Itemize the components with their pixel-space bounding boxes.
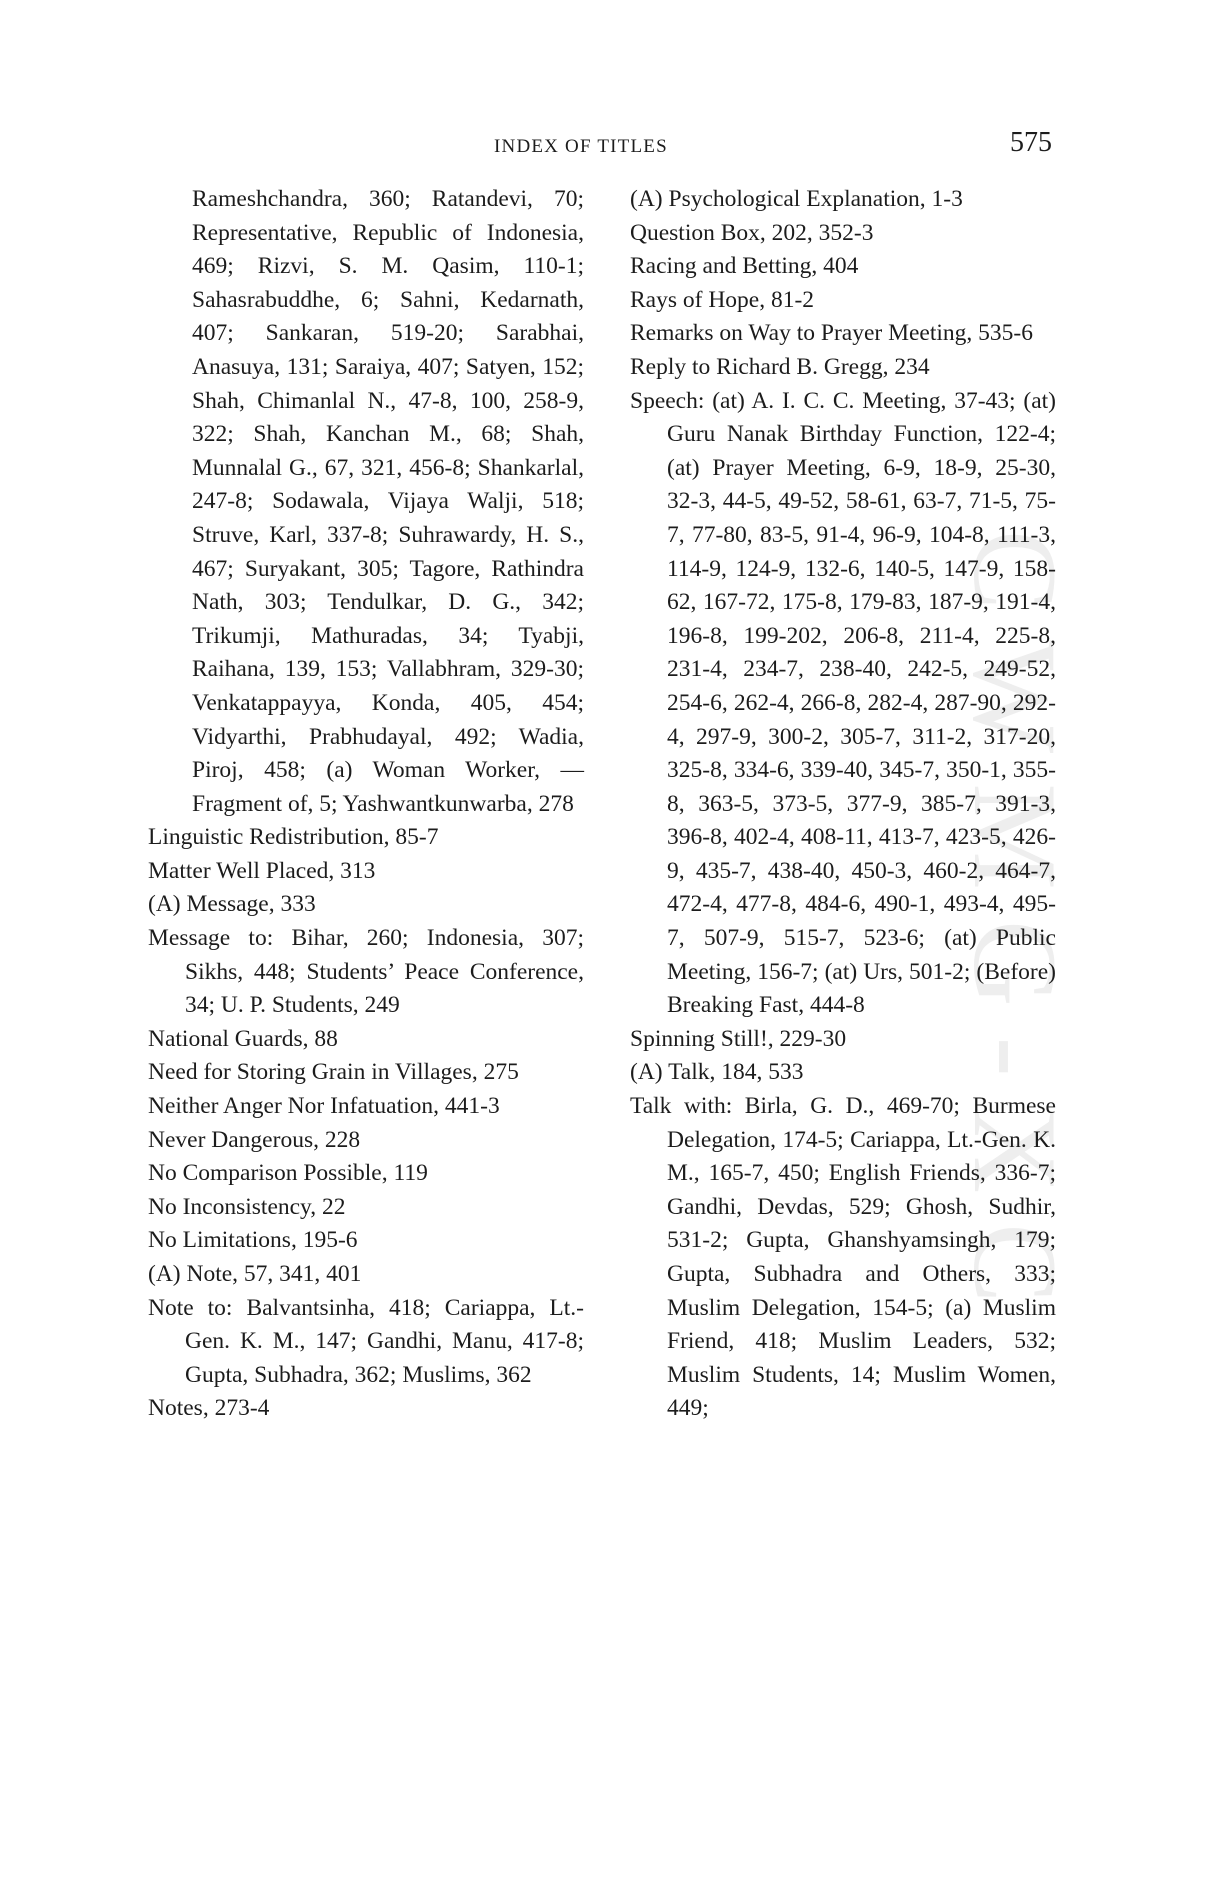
index-entry: Spinning Still!, 229-30	[630, 1025, 847, 1052]
index-entry: Reply to Richard B. Gregg, 234	[630, 353, 930, 380]
index-entry: (A) Message, 333	[148, 891, 316, 918]
index-entry: Rameshchandra, 360; Ratandevi, 70; Representative, Republic of Indonesia, 469; Rizvi, S. M. Qasim, 110-1; Sahasrabuddhe, 6; Sahni, Kedarnath, 407; Sankaran, 519-20; Sarabhai, Anasuya, 131; Saraiya, 407; Satyen, 152; Shah, Chimanlal N., 47-8, 100, 258-9, 322; Shah, Kanchan M., 68; Shah, Munnalal G., 67, 321, 456-8; Shankarlal, 247-8; Sodawala, Vijaya Walji, 518; Struve, Karl, 337-8; Suhrawardy, H. S., 467; Suryakant, 305; Tagore, Rathindra Nath, 303; Tendulkar, D. G., 342; Trikumji, Mathuradas, 34; Tyabji, Raihana, 139, 153; Vallabhram, 329-30; Venkatappayya, Konda, 405, 454; Vidyarthi, Prabhudayal, 492; Wadia, Piroj, 458; (a) Woman Worker, — Fragment of, 5; Yashwantkunwarba, 278	[192, 186, 584, 817]
index-column-right	[630, 183, 1056, 1426]
watermark: CWMG-XC	[949, 530, 1082, 1334]
index-entry: (A) Psychological Explanation, 1-3	[630, 186, 963, 212]
index-entry: Speech: (at) A. I. C. C. Meeting, 37-43; (at) Guru Nanak Birthday Function, 122-4; (at) Prayer Meeting, 6-9, 18-9, 25-30, 32-3, 44-5, 49-52, 58-61, 63-7, 71-5, 75-7, 77-80, 83-5, 91-4, 96-9, 104-8, 111-3, 114-9, 124-9, 132-6, 140-5, 147-9, 158-62, 167-72, 175-8, 179-83, 187-9, 191-4, 196-8, 199-202, 206-8, 211-4, 225-8, 231-4, 234-7, 238-40, 242-5, 249-52, 254-6, 262-4, 266-8, 282-4, 287-90, 292-4, 297-9, 300-2, 305-7, 311-2, 317-20, 325-8, 334-6, 339-40, 345-7, 350-1, 355-8, 363-5, 373-5, 377-9, 385-7, 391-3, 396-8, 402-4, 408-11, 413-7, 423-5, 426-9, 435-7, 438-40, 450-3, 460-2, 464-7, 472-4, 477-8, 484-6, 490-1, 493-4, 495-7, 507-9, 515-7, 523-6; (at) Public Meeting, 156-7; (at) Urs, 501-2; (Before) Breaking Fast, 444-8	[630, 387, 1056, 1019]
index-entry: Never Dangerous, 228	[148, 1126, 361, 1153]
index-entry: Racing and Betting, 404	[630, 253, 859, 280]
index-entry: (A) Note, 57, 341, 401	[148, 1261, 362, 1287]
index-entry: (A) Talk, 184, 533	[630, 1059, 804, 1086]
index-entry: Note to: Balvantsinha, 418; Cariappa, Lt.-Gen. K. M., 147; Gandhi, Manu, 417-8; Gupta, Subhadra, 362; Muslims, 362	[148, 1294, 584, 1388]
index-column-left	[148, 183, 584, 1426]
index-entry: Need for Storing Grain in Villages, 275	[148, 1059, 519, 1086]
index-entry: No Comparison Possible, 119	[148, 1160, 428, 1187]
page-number: 575	[1010, 127, 1052, 158]
index-entry: Remarks on Way to Prayer Meeting, 535-6	[630, 320, 1033, 347]
index-entry: No Limitations, 195-6	[148, 1227, 358, 1254]
index-entry: Neither Anger Nor Infatuation, 441-3	[148, 1093, 500, 1120]
index-entry: Question Box, 202, 352-3	[630, 219, 874, 246]
index-entry: Rays of Hope, 81-2	[630, 286, 815, 313]
index-entry: Talk with: Birla, G. D., 469-70; Burmese Delegation, 174-5; Cariappa, Lt.-Gen. K. M., 165-7, 450; English Friends, 336-7; Gandhi, Devdas, 529; Ghosh, Sudhir, 531-2; Gupta, Ghanshyamsingh, 179; Gupta, Subhadra and Others, 333; Muslim Delegation, 154-5; (a) Muslim Friend, 418; Muslim Leaders, 532; Muslim Students, 14; Muslim Women, 449;	[630, 1093, 1056, 1422]
index-entry: Message to: Bihar, 260; Indonesia, 307; Sikhs, 448; Students’ Peace Conference, 34; U. P. Students, 249	[148, 925, 584, 1019]
index-entry: National Guards, 88	[148, 1025, 338, 1052]
index-entry: Matter Well Placed, 313	[148, 857, 376, 884]
running-header: INDEX OF TITLES	[494, 136, 668, 157]
index-entry: Notes, 273-4	[148, 1395, 270, 1422]
index-entry: No Inconsistency, 22	[148, 1193, 346, 1220]
index-entry: Linguistic Redistribution, 85-7	[148, 824, 439, 851]
